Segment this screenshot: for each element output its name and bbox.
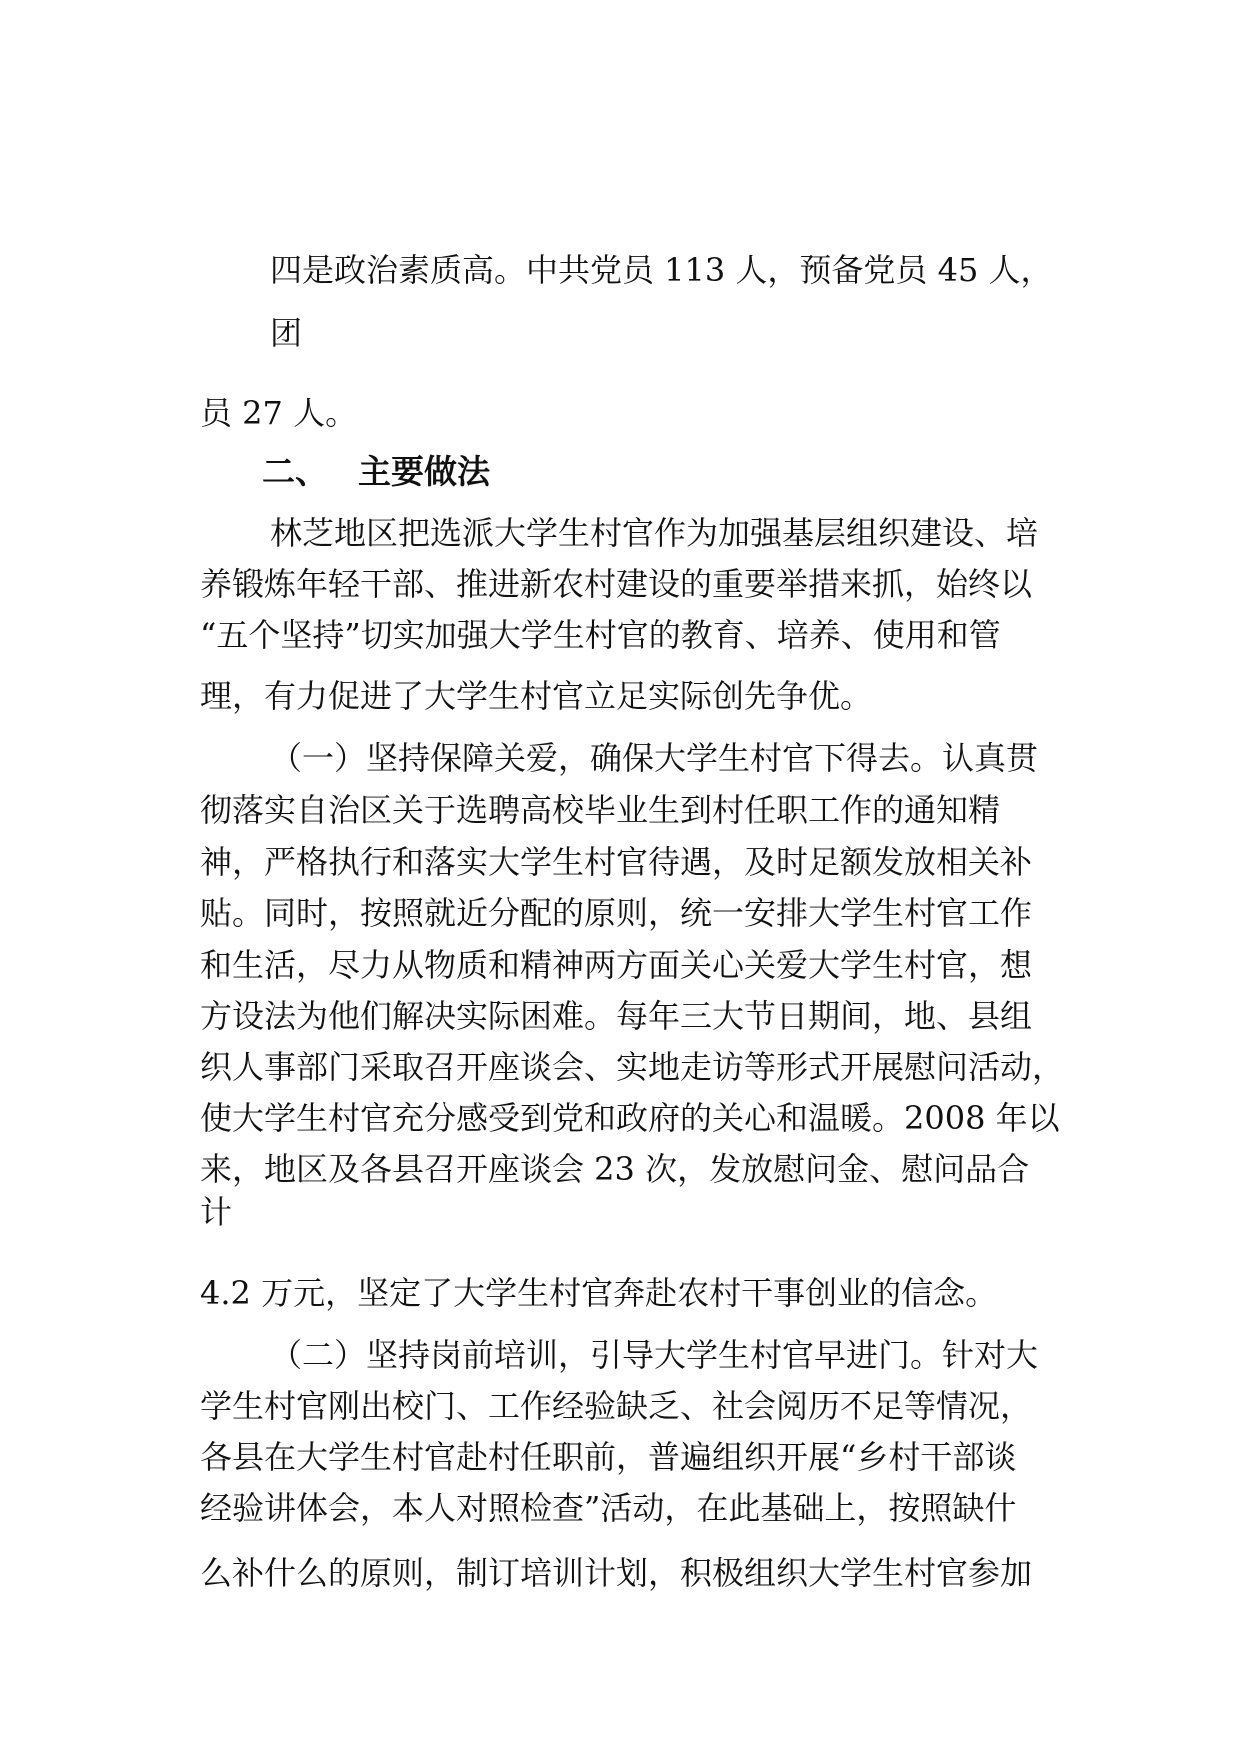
text-line: 各县在大学生村官赴村任职前，普遍组织开展“乡村干部谈 <box>200 1438 1017 1476</box>
text-line: 学生村官刚出校门、工作经验缺乏、社会阅历不足等情况， <box>200 1387 1033 1425</box>
text-line: 理，有力促进了大学生村官立足实际创先争优。 <box>200 677 873 715</box>
text-line: 四是政治素质高。中共党员 113 人，预备党员 45 人， <box>270 251 1053 289</box>
text-line: 4.2 万元，坚定了大学生村官奔赴农村干事创业的信念。 <box>200 1274 998 1312</box>
text-line: （一）坚持保障关爱，确保大学生村官下得去。认真贯 <box>270 739 1039 777</box>
section-heading <box>262 452 490 492</box>
text-line: 织人事部门采取召开座谈会、实地走访等形式开展慰问活动， <box>200 1048 1065 1086</box>
text-line: 么补什么的原则，制订培训计划，积极组织大学生村官参加 <box>200 1554 1033 1592</box>
text-line: 彻落实自治区关于选聘高校毕业生到村任职工作的通知精 <box>200 791 1001 829</box>
text-line: 方设法为他们解决实际困难。每年三大节日期间，地、县组 <box>200 997 1033 1035</box>
text-line: 养锻炼年轻干部、推进新农村建设的重要举措来抓，始终以 <box>200 565 1033 603</box>
section-title: 主要做法 <box>358 452 490 491</box>
text-line: 经验讲体会，本人对照检查”活动，在此基础上，按照缺什 <box>200 1489 1017 1527</box>
text-line: （二）坚持岗前培训，引导大学生村官早进门。针对大 <box>270 1336 1039 1374</box>
text-line: 使大学生村官充分感受到党和政府的关心和温暖。2008 年以 <box>200 1099 1060 1137</box>
text-line: 员 27 人。 <box>200 394 358 432</box>
text-line: 林芝地区把选派大学生村官作为加强基层组织建设、培 <box>270 514 1039 552</box>
text-line: 来，地区及各县召开座谈会 23 次，发放慰问金、慰问品合 <box>200 1150 1030 1188</box>
text-line: “五个坚持”切实加强大学生村官的教育、培养、使用和管 <box>200 616 1001 654</box>
text-line: 神，严格执行和落实大学生村官待遇，及时足额发放相关补 <box>200 843 1033 881</box>
section-number: 二、 <box>262 452 328 491</box>
text-line: 计 <box>200 1193 233 1231</box>
text-line: 团 <box>270 314 303 352</box>
text-line: 贴。同时，按照就近分配的原则，统一安排大学生村官工作 <box>200 894 1033 932</box>
text-line: 和生活，尽力从物质和精神两方面关心关爱大学生村官，想 <box>200 946 1033 984</box>
